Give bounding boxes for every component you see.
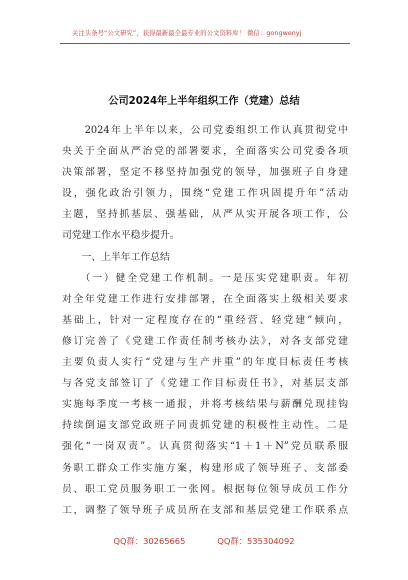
body-text-line: 对全年党建工作进行安排部署，在全面落实上级相关要求: [62, 293, 348, 305]
body-text-line: 基础上，针对一定程度存在的“重经营、轻党建”倾向，: [62, 314, 348, 326]
header-divider: [60, 43, 350, 44]
body-text-line: 持续倒逼支部党政班子同责抓党建的积极性主动性。二是: [62, 420, 348, 432]
document-title: 公司2024年上半年组织工作（党建）总结: [108, 96, 300, 107]
body-text-line: 与各党支部签订了《党建工作目标责任书》，对基层支部: [62, 378, 348, 390]
body-text-line: 设，强化政治引领力，围绕“党建工作巩固提升年”活动: [62, 188, 348, 200]
body-text-line: 实施每季度一考核一通报，并将考核结果与薪酬兑现挂钩: [62, 399, 348, 411]
body-text-line: 央关于全面从严治党的部署要求，全面落实公司党委各项: [62, 146, 348, 158]
body-text-line: （一）健全党建工作机制。一是压实党建职责。年初: [62, 272, 348, 284]
body-text-line: 一、上半年工作总结: [62, 251, 170, 263]
body-text-line: 主要负责人实行“党建与生产并重”的年度目标责任考核: [62, 357, 348, 369]
body-text-line: 务职工群众工作实施方案，构建形成了领导班子、支部委: [62, 462, 348, 474]
footer-qq-group-1: QQ群：30265665: [113, 536, 186, 546]
footer-qq-group-2: QQ群：535304092: [217, 536, 295, 546]
document-body: [62, 120, 348, 521]
body-text-line: 2024年上半年以来，公司党委组织工作认真贯彻党中: [62, 125, 348, 136]
footer-qq-groups: [0, 535, 408, 547]
body-text-line: 强化“一岗双责”。认真贯彻落实“1＋1＋N”党员联系服: [62, 441, 348, 453]
body-text-line: 主题，坚持抓基层、强基础，从严从实开展各项工作，公: [62, 209, 348, 221]
body-text-line: 员、职工党员服务职工一张网。根据每位领导成员工作分: [62, 483, 348, 495]
body-text-line: 工，调整了领导班子成员所在支部和基层党建工作联系点: [62, 504, 348, 516]
header-promo-text: 关注头条号“公文研究”，获得最新最全最专业的公文资料库！ 微信：gongwenyj: [72, 30, 302, 37]
body-text-line: 司党建工作水平稳步提升。: [62, 230, 180, 242]
body-text-line: 修订完善了《党建工作责任制考核办法》，对各支部党建: [62, 335, 348, 347]
body-text-line: 决策部署，坚定不移坚持加强党的领导，加强班子自身建: [62, 167, 348, 179]
